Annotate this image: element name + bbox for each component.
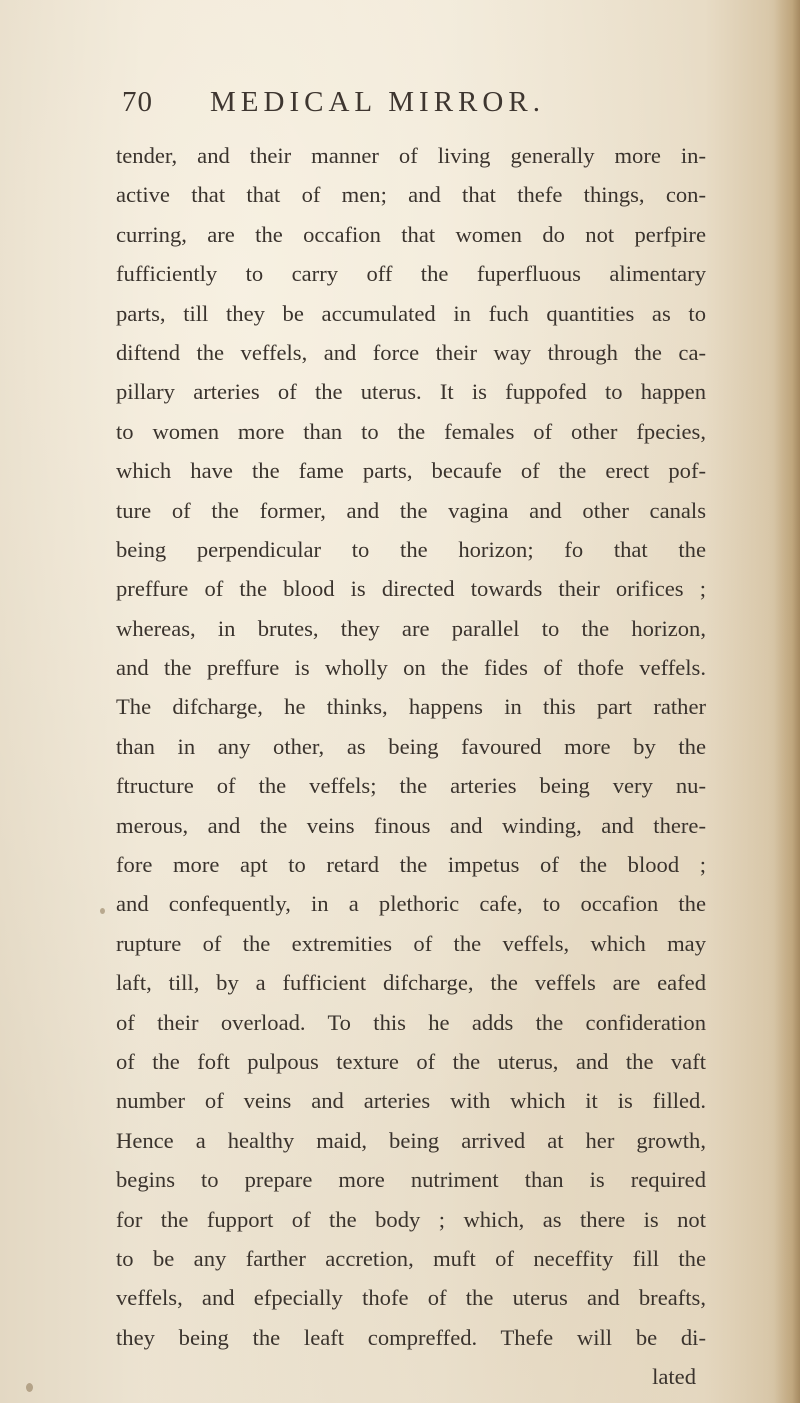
text-line: whereas, in brutes, they are parallel to the horizon, bbox=[116, 615, 706, 641]
text-line: fore more apt to retard the impetus of the blood ; bbox=[116, 852, 706, 878]
text-line: parts, till they be accumulated in fuch quantities as to bbox=[116, 300, 706, 326]
text-line: veffels, and efpecially thofe of the uterus and breafts, bbox=[116, 1285, 706, 1311]
text-line: for the fupport of the body ; which, as there is not bbox=[116, 1206, 706, 1232]
foxing-spot bbox=[100, 908, 105, 914]
text-line: and confequently, in a plethoric cafe, to occafion the bbox=[116, 891, 706, 917]
text-line: of their overload. To this he adds the confideration bbox=[116, 1009, 706, 1035]
text-line: laft, till, by a fufficient difcharge, the veffels are eafed bbox=[116, 970, 706, 996]
catchword: lated bbox=[652, 1364, 696, 1390]
page-edge-stain bbox=[774, 0, 800, 1403]
text-line: which have the fame parts, becaufe of the erect pof- bbox=[116, 458, 706, 484]
foxing-spot bbox=[26, 1383, 33, 1392]
text-line: fufficiently to carry off the fuperfluous alimentary bbox=[116, 261, 706, 287]
text-line: of the foft pulpous texture of the uterus, and the vaft bbox=[116, 1048, 706, 1074]
text-line: and the preffure is wholly on the fides of thofe veffels. bbox=[116, 655, 706, 681]
text-line: preffure of the blood is directed towards their orifices ; bbox=[116, 576, 706, 602]
running-title: MEDICAL MIRROR. bbox=[210, 86, 545, 118]
text-line: being perpendicular to the horizon; fo that the bbox=[116, 536, 706, 562]
page-header bbox=[122, 86, 682, 126]
text-line: rupture of the extremities of the veffels, which may bbox=[116, 930, 706, 956]
text-line: pillary arteries of the uterus. It is fuppofed to happen bbox=[116, 379, 706, 405]
text-line: tender, and their manner of living generally more in- bbox=[116, 143, 706, 168]
text-line: ftructure of the veffels; the arteries being very nu- bbox=[116, 773, 706, 799]
text-line: The difcharge, he thinks, happens in this part rather bbox=[116, 694, 706, 720]
text-line: number of veins and arteries with which it is filled. bbox=[116, 1088, 706, 1114]
text-line: than in any other, as being favoured more by the bbox=[116, 733, 706, 759]
text-line: active that that of men; and that thefe things, con- bbox=[116, 182, 706, 208]
text-line: merous, and the veins finous and winding, and there- bbox=[116, 812, 706, 838]
text-line: they being the leaft compreffed. Thefe will be di- bbox=[116, 1324, 706, 1350]
page-number: 70 bbox=[122, 86, 153, 118]
text-line: Hence a healthy maid, being arrived at her growth, bbox=[116, 1127, 706, 1153]
text-line: to be any farther accretion, muft of neceffity fill the bbox=[116, 1245, 706, 1271]
text-line: curring, are the occafion that women do not perfpire bbox=[116, 221, 706, 247]
text-line: begins to prepare more nutriment than is required bbox=[116, 1167, 706, 1193]
body-text bbox=[116, 136, 706, 1397]
text-line: to women more than to the females of other fpecies, bbox=[116, 418, 706, 444]
text-line: ture of the former, and the vagina and other canals bbox=[116, 497, 706, 523]
text-line: diftend the veffels, and force their way through the ca- bbox=[116, 339, 706, 365]
